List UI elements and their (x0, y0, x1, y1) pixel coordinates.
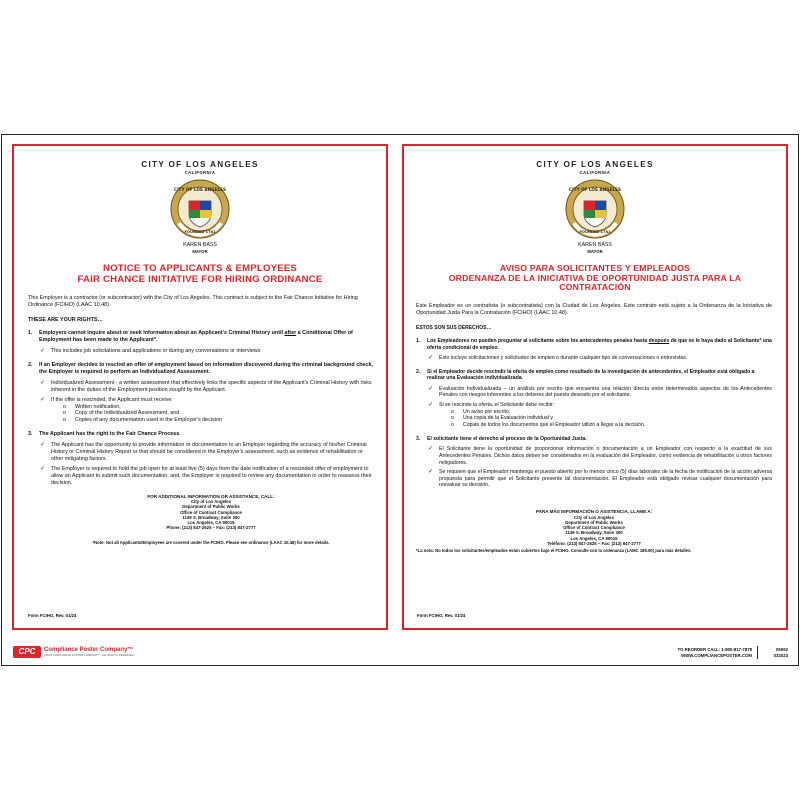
city-seal-icon (565, 179, 625, 239)
poster-footer (2, 639, 798, 665)
circle-list (63, 404, 374, 425)
reorder-info (678, 647, 752, 660)
checkmark-icon: ✓ (428, 402, 434, 409)
contact-line: City of Los Angeles (191, 499, 231, 505)
intro-paragraph: Este Empleador es un contratista (o subcontratista) con la Ciudad de Los Ángeles. Este contrato está sujeto a la Ordenanza de la Iniciativa de Oportunidad Justa Para la Contratación (FCIHO) (LAAC 10.48). (416, 303, 772, 317)
title-line: CONTRATACIÓN (559, 282, 631, 293)
checklist-item: ✓ The Applicant has the opportunity to provide information or documentation to an Employer regarding the accuracy of his/her Criminal History or Criminal History Report or that should be considered in the Employer's assessment, such as evidence of rehabilitation or other mitigating factors. (40, 442, 367, 462)
right-item-3-details (428, 446, 772, 489)
contact-line: 1149 S. Broadway, Suite 300 (182, 514, 240, 520)
circle-list-item: o Copias de todos los documentos que el Empleador utilizó a llegar a la decisión. (451, 422, 646, 429)
circle-list-item: o Un aviso por escrito, (451, 408, 511, 415)
checklist-item: ✓ Evaluación Individualizada – un análisis por escrito que encuentra una relación directa entre determinados aspectos de los Antecedentes Penales con riesgos inherentes a los deberes del puesto deseado por el solicitante. (428, 385, 772, 399)
right-item-2: 2. If an Employer decides to rescind an offer of employment based on information discovered during the criminal background check, the Employer is required to perform an Individualized Assessment. (28, 362, 373, 375)
title-line: ORDENANZA DE LA INICIATIVA DE OPORTUNIDAD JUSTA PARA LA (448, 272, 742, 283)
footnote: *La nota: No todos los solicitantes/empleados están cubiertos bajo el FCIHO. Consulte con la ordenanza (LAMC 189.00) para más detalles. (416, 548, 692, 554)
right-item-2-details (428, 386, 772, 429)
contact-line: Los Angeles, CA 90015 (570, 535, 618, 541)
poster-codes (774, 647, 788, 660)
checklist-item: ✓ Individualized Assessment - a written assessment that effectively links the specific aspects of the Applicant's Criminal History with risks inherent in the duties of the Employment position sought by the Applicant. (40, 379, 372, 393)
checklist-item: ✓ Se requiere que el Empleador mantenga el puesto abierto por lo menos cinco (5) días laborales de la fecha de notificación de la acción adversa propuesta para permitir que el Solicitante presente tal documentación. El Empleador está obligado revisar cualquier documentación para reevaluar su decisión. (428, 469, 772, 489)
contact-line: Office of Contract Compliance (180, 509, 242, 515)
checkmark-icon: ✓ (428, 446, 434, 453)
spanish-panel (402, 144, 788, 630)
contact-line: Department of Public Works (565, 519, 623, 525)
circle-bullet-icon: o (63, 410, 66, 417)
contact-line: City of Los Angeles (574, 514, 614, 520)
svg-text:FOUNDED 1781: FOUNDED 1781 (184, 230, 216, 234)
poster-date-code: 032024 (773, 653, 788, 659)
form-revision: Form FCIHO, Rev. 01/24 (417, 613, 466, 618)
mayor-name: KAREN BASS (578, 242, 612, 248)
right-item-1: 1. Los Empleadores no pueden preguntar al solicitante sobre los antecedentes penales hasta después de que se le haya dado al Solicitante* una oferta condicional de empleo. (416, 338, 772, 351)
circle-bullet-icon: o (451, 408, 454, 415)
poster-code: 05062 (776, 647, 788, 652)
circle-list-item: o Una copia de la Evaluación individual y (451, 415, 553, 422)
svg-text:CITY OF LOS ANGELES: CITY OF LOS ANGELES (569, 187, 621, 192)
english-panel (12, 144, 388, 630)
right-item-2-details (40, 380, 374, 424)
contact-block (28, 494, 374, 531)
checkmark-icon: ✓ (40, 396, 46, 403)
checklist-item: ✓ Si se rescinde la oferta, el Solicitante debe recibir: (428, 402, 555, 409)
right-item-3: 3. The Applicant has the right to the Fair Chance Process. (28, 431, 181, 438)
reorder-phone: TO REORDER CALL: 1-800-817-7878 (677, 647, 752, 652)
checkmark-icon: ✓ (428, 385, 434, 392)
notice-title (14, 264, 386, 285)
circle-bullet-icon: o (63, 403, 66, 410)
spanish-body (404, 303, 786, 553)
contact-line: Teléfono: (213) 847-2625 – Fax: (213) 847-2777 (547, 540, 641, 546)
checklist-item: ✓ The Employer is required to hold the job open for at least five (5) days from the date notification of a rescinded offer of employment to allow an Applicant to submit such documentation, and, the Employer is required to review any documentation in order to reassess their decision. (40, 465, 372, 486)
contact-line: 1149 S. Broadway, Suite 300 (565, 530, 623, 536)
state-name: CALIFORNIA (184, 170, 216, 175)
circle-bullet-icon: o (63, 417, 66, 424)
circle-list-item: o Copies of any documentation used in the Employer's decision (63, 417, 222, 424)
circle-list-item: o Written notification, (63, 403, 121, 410)
notice-title (404, 264, 786, 293)
company-name: Compliance Poster Company™ (44, 647, 134, 653)
city-seal-icon (170, 179, 230, 239)
footnote: *Note: Not all Applicants/Employees are covered under the FCIHO. Please see ordinance (LAAC 10.48) for more details. (92, 539, 330, 545)
city-name: CITY OF LOS ANGELES (536, 160, 654, 169)
contact-line: Office of Contract Compliance (563, 525, 625, 531)
contact-line: Los Angeles, CA 90015 (187, 520, 235, 526)
checkmark-icon: ✓ (40, 465, 46, 472)
intro-paragraph: This Employer is a contractor (or subcontractor) with the City of Los Angeles. This contract is subject to the Fair Chance Initiative for Hiring Ordinance (FCIHO) (LAAC 10.48). (28, 295, 358, 309)
contact-lead: FOR ADDITIONAL INFORMATION OR ASSISTANCE, CALL: (147, 493, 275, 499)
checkmark-icon: ✓ (428, 469, 434, 476)
svg-text:CITY OF LOS ANGELES: CITY OF LOS ANGELES (174, 187, 226, 192)
mayor-name: KAREN BASS (183, 242, 217, 248)
spanish-header (404, 160, 786, 254)
right-item-2: 2. Si el Empleador decide rescindir la oferta de empleo como resultado de la investigación de antecedentes, el Empleador está obligado a realizar una Evaluación individualizada. (416, 368, 755, 382)
title-line: AVISO PARA SOLICITANTES Y EMPLEADOS (499, 263, 691, 273)
title-line: FAIR CHANCE INITIATIVE FOR HIRING ORDINANCE (77, 273, 323, 285)
circle-bullet-icon: o (451, 415, 454, 422)
checklist-item: ✓ If the offer is rescinded, the Applicant must receive: (40, 396, 173, 403)
website: WWW.COMPLIANCEPOSTER.COM (681, 653, 752, 659)
rights-heading: THESE ARE YOUR RIGHTS… (28, 317, 103, 324)
title-line: NOTICE TO APPLICANTS & EMPLOYEES (102, 263, 298, 274)
mayor-title: MAYOR (192, 249, 208, 254)
english-body (14, 295, 386, 544)
circle-list (451, 409, 772, 429)
footer-divider (757, 646, 758, 659)
contact-block (416, 509, 772, 546)
form-revision: Form FCIHO, Rev. 01/24 (28, 613, 77, 618)
checkmark-icon: ✓ (428, 355, 434, 362)
svg-text:FOUNDED 1781: FOUNDED 1781 (579, 230, 611, 234)
checklist-item: ✓ Esto incluye solicitaciones y solicitudes de empleo o durante cualquier tipo de conversaciones o entrevistas. (428, 355, 688, 362)
right-item-3: 3. El solicitante tiene el derecho al proceso de la Oportunidad Justa. (416, 435, 587, 442)
company-logo (13, 646, 135, 658)
checkmark-icon: ✓ (40, 348, 46, 355)
checkmark-icon: ✓ (40, 379, 46, 386)
cpc-logo-icon: CPC (13, 646, 41, 658)
contact-line: Department of Public Works (182, 504, 240, 510)
contact-line: Phone: (213) 847-2625 – Fax: (213) 847-2777 (166, 525, 256, 531)
poster (1, 134, 799, 666)
circle-list-item: o Copy of the Individualized Assessment, and (63, 410, 180, 417)
right-item-3-details (40, 442, 374, 486)
mayor-title: MAYOR (587, 249, 603, 254)
copyright: ©2024 COMPLIANCE POSTER COMPANY™. ALL RIGHTS RESERVED. (44, 654, 135, 657)
city-name: CITY OF LOS ANGELES (141, 160, 259, 169)
circle-bullet-icon: o (451, 422, 454, 429)
english-header (14, 160, 386, 254)
checklist-item: ✓ This includes job solicitations and applications or during any conversations or interviews (40, 348, 261, 355)
contact-lead: PARA MÁS INFORMACIÓN O ASISTENCIA, LLAME A: (535, 509, 653, 515)
right-item-1-details (428, 355, 772, 362)
right-item-1-details (40, 348, 374, 355)
rights-heading: ESTOS SON SUS DERECHOS… (416, 325, 492, 332)
right-item-1: 1. Employers cannot inquire about or seek information about an Applicant's Criminal History until after a Conditional Offer of Employment has been made to the Applicant*. (28, 330, 353, 344)
checkmark-icon: ✓ (40, 442, 46, 449)
state-name: CALIFORNIA (579, 170, 611, 175)
checklist-item: ✓ El Solicitante tiene la oportunidad de proporcionar información o documentación a un Empleador con respecto a la exactitud de sus Antecedentes Penales. Dichos datos deben ser considerados en la evaluación del Empleador, como evidencia de rehabilitación u otros factores mitigadores. (428, 446, 772, 466)
